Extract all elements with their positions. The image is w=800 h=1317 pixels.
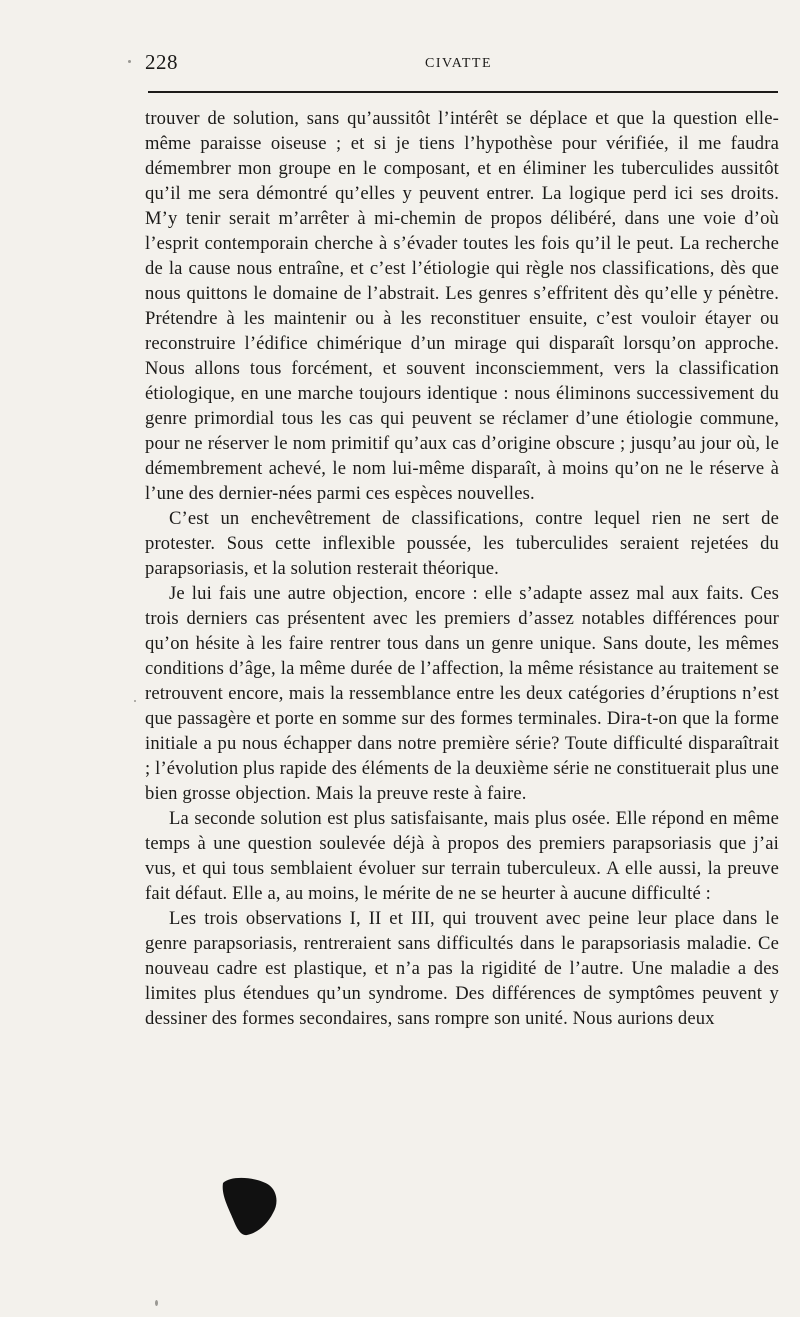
running-head: CIVATTE — [425, 56, 493, 71]
page-number: 228 — [145, 50, 178, 74]
ink-blot — [217, 1173, 281, 1237]
paragraph-4: La seconde solution est plus satisfaisante, mais plus osée. Elle répond en même temps à une question soulevée déjà à propos des premiers parapsoriasis que j’ai vus, et qui tous semblaient évoluer sur terrain tuberculeux. A elle aussi, la preuve fait défaut. Elle a, au moins, le mérite de ne se heurter à aucune difficulté : — [145, 808, 779, 904]
paper-speck — [134, 700, 136, 702]
paragraph-5: Les trois observations I, II et III, qui trouvent avec peine leur place dans le genre parapsoriasis, rentreraient sans difficultés dans le parapsoriasis maladie. Ce nouveau cadre est plastique, et n’a pas la rigidité de l’autre. Une maladie a des limites plus étendues qu’un syndrome. Des différences de symptômes peuvent y dessiner des formes secondaires, sans rompre son unité. Nous aurions deux — [145, 908, 779, 1029]
body-text — [145, 106, 779, 1031]
paragraph-2: C’est un enchevêtrement de classifications, contre lequel rien ne sert de protester. Sous cette inflexible poussée, les tuberculides seraient rejetées du parapsoriasis, et la solution resterait théorique. — [145, 508, 779, 579]
paper-speck — [128, 60, 131, 63]
paragraph-1: trouver de solution, sans qu’aussitôt l’intérêt se déplace et que la question elle-même paraisse oiseuse ; et si je tiens l’hypothèse pour vérifiée, il me faudra démembrer mon groupe en le composant, et en éliminer les tuberculides aussitôt qu’il me sera démontré qu’elles y peuvent entrer. La logique perd ici ses droits. M’y tenir serait m’arrêter à mi-chemin de propos délibéré, dans une voie d’où l’esprit contemporain cherche à s’évader toutes les fois qu’il le peut. La recherche de la cause nous entraîne, et c’est l’étiologie qui règle nos classifications, dès que nous quittons le domaine de l’abstrait. Les genres s’effritent dès qu’elle y pénètre. Prétendre à les maintenir ou à les reconstituer ensuite, c’est vouloir étayer ou reconstruire l’édifice chimérique d’un mirage qui disparaît lorsqu’on approche. Nous allons tous forcément, et souvent inconsciemment, vers la classification étiologique, en une marche toujours identique : nous éliminons successivement du genre primordial tous les cas qui peuvent se réclamer d’une étiologie commune, pour ne réserver le nom primitif qu’aux cas d’origine obscure ; jusqu’au jour où, le démembrement achevé, le nom lui-même disparaît, à moins qu’on ne le réserve à l’une des dernier-nées parmi ces espèces nouvelles. — [145, 108, 779, 504]
paper-speck — [155, 1300, 158, 1306]
paragraph-3: Je lui fais une autre objection, encore : elle s’adapte assez mal aux faits. Ces trois derniers cas présentent avec les premiers d’assez notables différences pour qu’on hésite à les faire rentrer tous dans un genre unique. Sans doute, les mêmes conditions d’âge, la même durée de l’affection, la même résistance au traitement se retrouvent encore, mais la ressemblance entre les deux catégories d’éruptions n’est que passagère et porte en somme sur des formes terminales. Dira-t-on que la forme initiale a pu nous échapper dans notre première série? Toute difficulté disparaîtrait ; l’évolution plus rapide des éléments de la deuxième série ne constituerait plus une bien grosse objection. Mais la preuve reste à faire. — [145, 583, 779, 804]
page-header — [145, 50, 779, 80]
header-rule — [148, 91, 778, 93]
